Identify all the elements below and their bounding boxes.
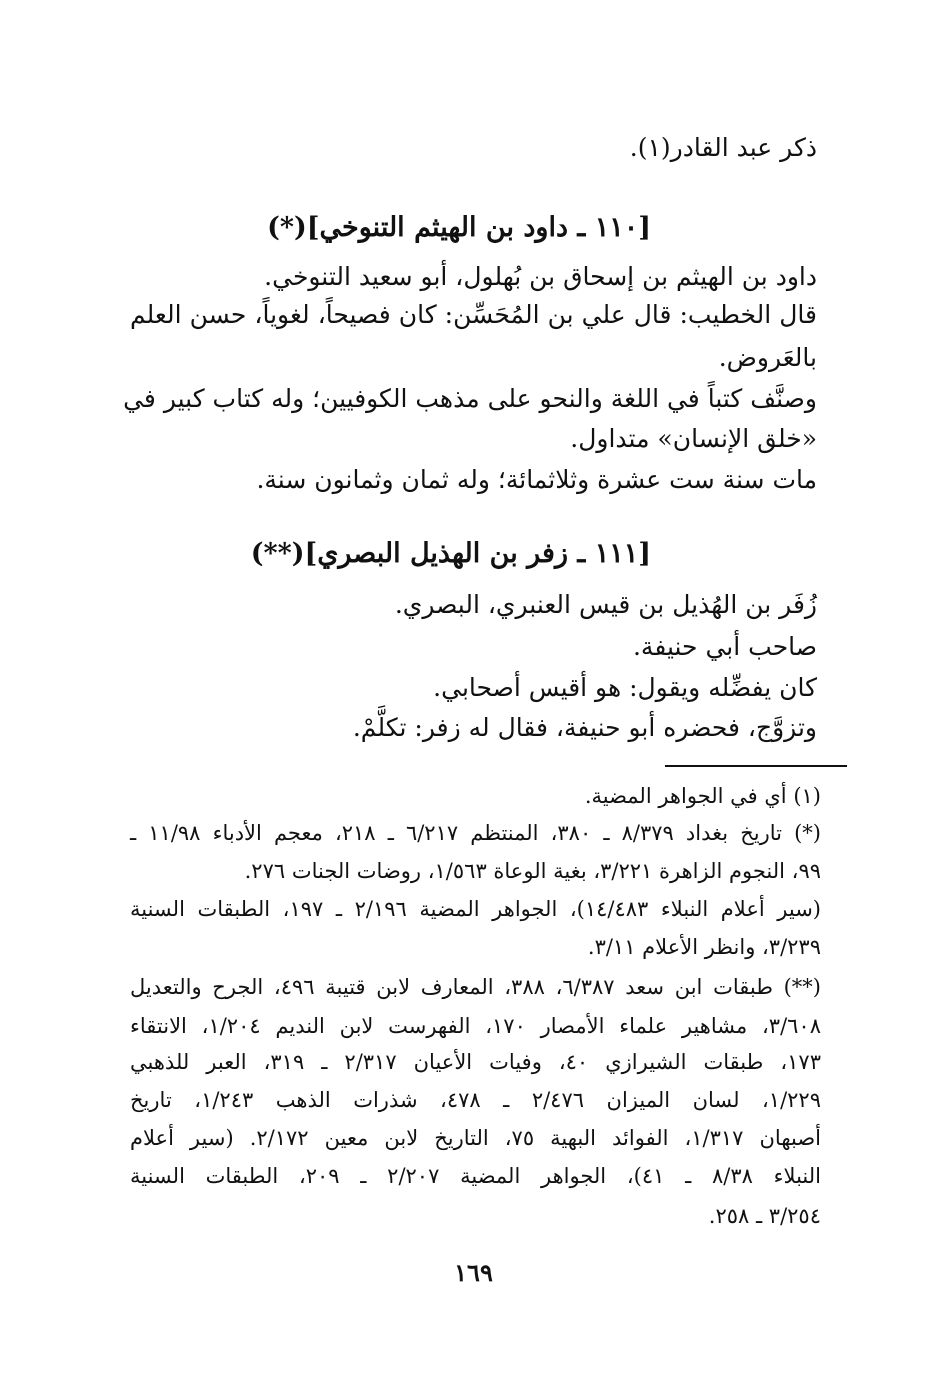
entry-111-heading: [١١١ ـ زفر بن الهذيل البصري](**) [250,538,651,569]
footnote-dstar-line-1: (**) طبقات ابن سعد ٦/٣٨٧، ٣٨٨، المعارف لابن قتيبة ٤٩٦، الجرح والتعديل [130,975,821,999]
footnote-star-line-3: (سير أعلام النبلاء ١٤/٤٨٣)، الجواهر المضية ٢/١٩٦ ـ ١٩٧، الطبقات السنية [130,897,821,921]
entry-110-line-5: «خلق الإنسان» متداول. [570,424,817,453]
footnote-dstar-line-6: النبلاء ٨/٣٨ ـ ٤١)، الجواهر المضية ٢/٢٠٧ ـ ٢٠٩، الطبقات السنية [130,1164,821,1188]
entry-110-heading: [١١٠ ـ داود بن الهيثم التنوخي](*) [267,212,651,243]
footnote-dstar-line-7: ٣/٢٥٤ ـ ٢٥٨. [708,1204,821,1228]
footnote-dstar-line-2: ٣/٦٠٨، مشاهير علماء الأمصار ١٧٠، الفهرست لابن النديم ١/٢٠٤، الانتقاء [130,1014,821,1038]
footnote-separator [665,765,847,767]
footnote-star-line-2: ٩٩، النجوم الزاهرة ٣/٢٢١، بغية الوعاة ١/٥٦٣، روضات الجنات ٢٧٦. [244,859,821,883]
entry-110-line-3: بالعَروض. [718,343,817,372]
footnote-star-line-4: ٣/٢٣٩، وانظر الأعلام ٣/١١. [587,935,821,959]
footnote-star-line-1: (*) تاريخ بغداد ٨/٣٧٩ ـ ٣٨٠، المنتظم ٦/٢١٧ ـ ٢١٨، معجم الأدباء ١١/٩٨ ـ [130,821,821,845]
continuation-line: ذكر عبد القادر(١). [629,133,817,162]
entry-111-line-1: زُفَر بن الهُذيل بن قيس العنبري، البصري. [394,590,817,619]
entry-110-line-4: وصنَّف كتباً في اللغة والنحو على مذهب الكوفيين؛ وله كتاب كبير في [123,384,817,413]
entry-110-line-6: مات سنة ست عشرة وثلاثمائة؛ وله ثمان وثمانون سنة. [256,465,817,494]
entry-111-line-2: صاحب أبي حنيفة. [632,632,817,661]
footnote-dstar-line-4: ١/٢٢٩، لسان الميزان ٢/٤٧٦ ـ ٤٧٨، شذرات الذهب ١/٢٤٣، تاريخ [130,1088,821,1112]
entry-111-line-4: وتزوَّج، فحضره أبو حنيفة، فقال له زفر: تكلَّمْ. [352,713,817,742]
entry-110-line-2: قال الخطيب: قال علي بن المُحَسِّن: كان فصيحاً، لغوياً، حسن العلم [130,300,817,329]
entry-110-line-1: داود بن الهيثم بن إسحاق بن بُهلول، أبو سعيد التنوخي. [264,262,817,291]
footnote-1: (١) أي في الجواهر المضية. [584,784,821,808]
footnote-dstar-line-5: أصبهان ١/٣١٧، الفوائد البهية ٧٥، التاريخ لابن معين ٢/١٧٢. (سير أعلام [130,1126,822,1150]
page-number: ١٦٩ [454,1258,493,1287]
entry-111-line-3: كان يفضِّله ويقول: هو أقيس أصحابي. [433,673,817,702]
footnote-dstar-line-3: ١٧٣، طبقات الشيرازي ٤٠، وفيات الأعيان ٢/٣١٧ ـ ٣١٩، العبر للذهبي [130,1050,821,1074]
